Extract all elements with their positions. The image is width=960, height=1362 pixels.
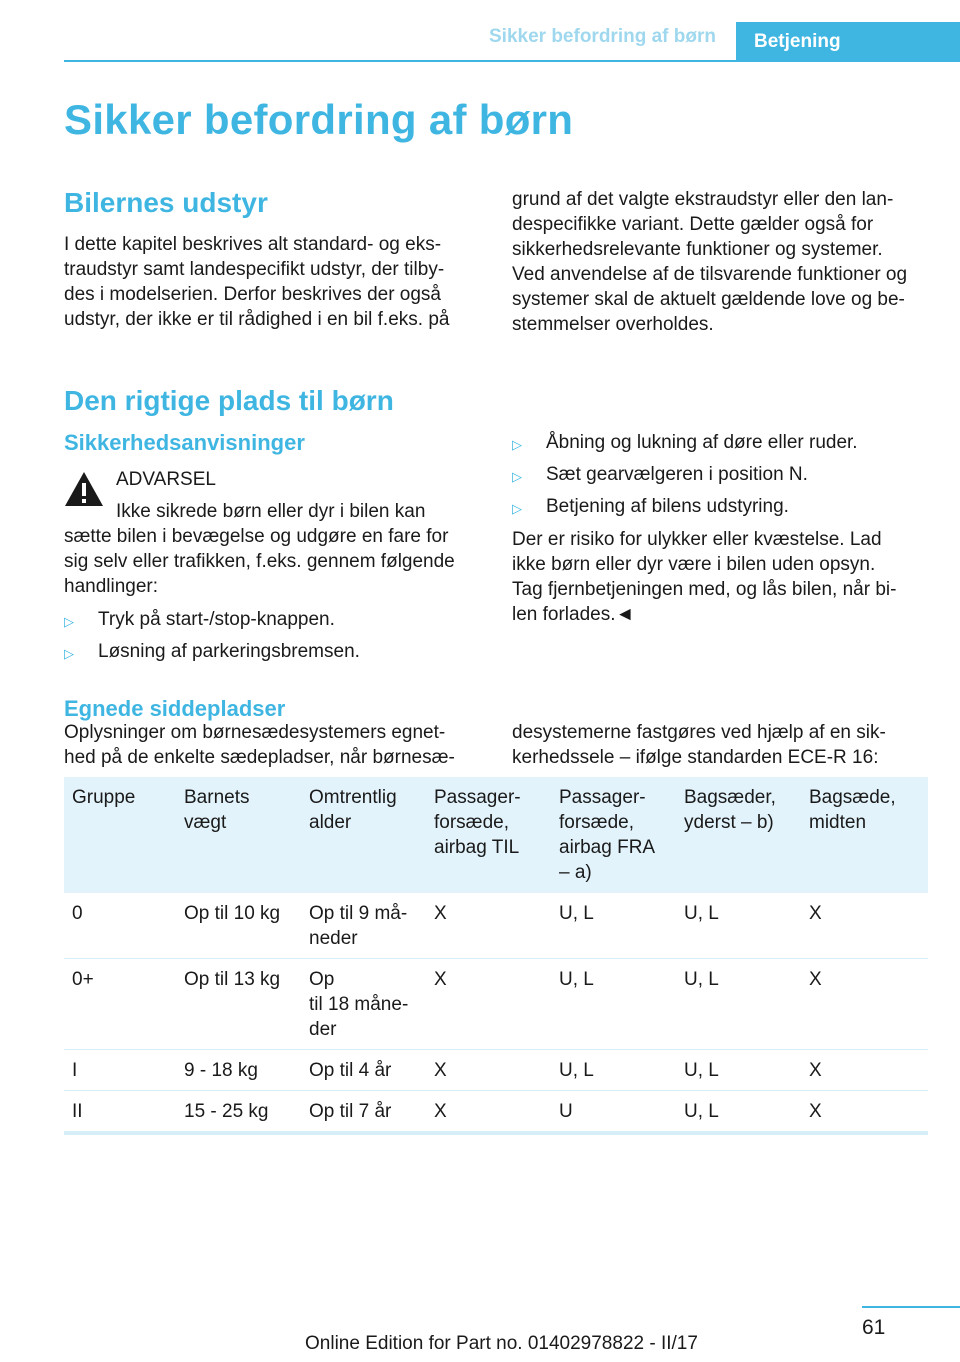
text-line: sikkerhedsrelevante funktioner og systemer. [512,239,883,260]
table-cell [64,893,176,959]
bullet-triangle-icon: ▷ [64,646,74,661]
cell-line: U, L [684,969,719,990]
cell-line: Op til 10 kg [184,903,281,924]
cell-line: X [434,969,447,990]
header-line: Bagsæde, [809,787,896,808]
warning-first-line: Ikke sikrede børn eller dyr i bilen kan [116,501,426,522]
page-number: 61 [862,1316,886,1339]
table-cell [426,1091,551,1134]
table-cell [676,893,801,959]
cell-line: X [809,903,822,924]
cell-line: U, L [559,969,594,990]
page-title: Sikker befordring af børn [64,96,574,143]
text-line: grund af det valgte ekstraudstyr eller den lan- [512,189,894,210]
header-line: Omtrentlig [309,787,397,808]
running-header-section: Sikker befordring af børn [489,26,716,47]
column-header [176,777,301,893]
cell-line: 0+ [72,969,94,990]
bullet-triangle-icon: ▷ [512,501,522,516]
text-line: despecifikke variant. Dette gælder også for [512,214,874,235]
cell-line: Op til 13 kg [184,969,281,990]
cell-line: X [809,969,822,990]
cell-line: U, L [684,903,719,924]
warning-text [64,524,484,599]
cell-line: 15 - 25 kg [184,1101,269,1122]
text-line: udstyr, der ikke er til rådighed i en bil f.eks. på [64,309,450,330]
cell-line: U, L [684,1060,719,1081]
text-line: Tag fjernbetjeningen med, og lås bilen, når bi- [512,579,897,600]
heading-bilernes-udstyr: Bilernes udstyr [64,187,268,218]
table-cell [176,893,301,959]
table-cell [551,959,676,1050]
header-line: – a) [559,862,592,883]
cell-line: 9 - 18 kg [184,1060,258,1081]
text-line: sætte bilen i bevægelse og udgøre en fare for [64,526,449,547]
table-row [64,893,928,959]
bullet-triangle-icon: ▷ [512,469,522,484]
cell-line: I [72,1060,78,1081]
list-item-text: Åbning og lukning af døre eller ruder. [546,432,858,453]
table-cell [301,893,426,959]
header-rule [64,60,736,62]
column-header [676,777,801,893]
table-cell [801,1091,928,1134]
cell-line: X [434,1060,447,1081]
header-line: airbag FRA [559,837,656,858]
sec1-text-left [64,232,484,332]
table-cell [551,893,676,959]
column-header [426,777,551,893]
heading-egnede-siddepladser: Egnede siddepladser [64,696,286,721]
child-seat-table [64,777,928,1135]
cell-line: Op [309,969,335,990]
header-line: forsæde, [559,812,634,833]
cell-line: U, L [559,1060,594,1081]
table-cell [801,893,928,959]
column-header [801,777,928,893]
footer-rule [862,1306,960,1308]
running-header-tab: Betjening [736,22,960,62]
cell-line: der [309,1019,337,1040]
table-cell [301,1091,426,1134]
table-cell [64,1050,176,1091]
header-line: alder [309,812,352,833]
table-cell [551,1091,676,1134]
heading-sikkerhedsanvisninger: Sikkerhedsanvisninger [64,430,305,455]
header-line: forsæde, [434,812,509,833]
warning-triangle-icon [64,470,104,508]
sec3-text-left [64,720,494,770]
table-cell [676,1091,801,1134]
table-cell [801,959,928,1050]
table-cell [64,959,176,1050]
column-header [64,777,176,893]
text-line: handlinger: [64,576,159,597]
cell-line: X [809,1060,822,1081]
cell-line: II [72,1101,83,1122]
header-line: airbag TIL [434,837,520,858]
list-item-text: Tryk på start-/stop-knappen. [98,609,335,630]
table-cell [301,959,426,1050]
cell-line: X [434,903,447,924]
table-cell [301,1050,426,1091]
cell-line: neder [309,928,358,949]
cell-line: 0 [72,903,83,924]
cell-line: U, L [684,1101,719,1122]
cell-line: U, L [559,903,594,924]
table-row [64,1050,928,1091]
text-line: systemer skal de aktuelt gældende love og be- [512,289,905,310]
warning-label: ADVARSEL [116,469,216,490]
text-line: stemmelser overholdes. [512,314,714,335]
text-line: kerhedssele – ifølge standarden ECE-R 16: [512,747,879,768]
header-line: yderst – b) [684,812,774,833]
risk-text [512,527,942,627]
column-header [551,777,676,893]
cell-line: U [559,1101,573,1122]
column-header [301,777,426,893]
table-cell [426,893,551,959]
table-header-row [64,777,928,893]
list-item-text: Sæt gearvælgeren i position N. [546,464,808,485]
bullet-triangle-icon: ▷ [512,437,522,452]
header-line: Bagsæder, [684,787,776,808]
table-cell [676,959,801,1050]
table-cell [551,1050,676,1091]
cell-line: Op til 7 år [309,1101,392,1122]
table-cell [426,959,551,1050]
header-line: midten [809,812,867,833]
text-line: traudstyr samt landespecifikt udstyr, der tilby- [64,259,445,280]
header-line: Barnets [184,787,250,808]
table-cell [64,1091,176,1134]
text-line: hed på de enkelte sædepladser, når børnesæ- [64,747,455,768]
bullet-triangle-icon: ▷ [64,614,74,629]
text-line: ikke børn eller dyr være i bilen uden opsyn. [512,554,876,575]
text-line: sig selv eller trafikken, f.eks. gennem følgende [64,551,455,572]
table-row [64,1091,928,1134]
table-cell [176,959,301,1050]
list-item-text: Betjening af bilens udstyring. [546,496,789,517]
table-cell [426,1050,551,1091]
header-line: Passager- [434,787,521,808]
text-line: len forlades.◄ [512,604,635,625]
header-line: vægt [184,812,227,833]
text-line: Ved anvendelse af de tilsvarende funktioner og [512,264,908,285]
text-line: Der er risiko for ulykker eller kvæstelse. Lad [512,529,882,550]
cell-line: til 18 måne- [309,994,409,1015]
header-line: Passager- [559,787,646,808]
table-row [64,959,928,1050]
text-line: desystemerne fastgøres ved hjælp af en sik- [512,722,886,743]
sec3-text-right [512,720,942,770]
table-cell [801,1050,928,1091]
table-cell [676,1050,801,1091]
table-cell [176,1091,301,1134]
heading-den-rigtige-plads: Den rigtige plads til børn [64,385,394,416]
cell-line: Op til 9 må- [309,903,408,924]
cell-line: Op til 4 år [309,1060,392,1081]
table-cell [176,1050,301,1091]
footer-edition: Online Edition for Part no. 01402978822 - II/17 [305,1333,698,1354]
header-line: Gruppe [72,787,136,808]
cell-line: X [434,1101,447,1122]
text-line: Oplysninger om børnesædesystemers egnet- [64,722,446,743]
cell-line: X [809,1101,822,1122]
list-item-text: Løsning af parkeringsbremsen. [98,641,360,662]
sec1-text-right [512,187,942,337]
text-line: I dette kapitel beskrives alt standard- og eks- [64,234,442,255]
text-line: des i modelserien. Derfor beskrives der også [64,284,442,305]
